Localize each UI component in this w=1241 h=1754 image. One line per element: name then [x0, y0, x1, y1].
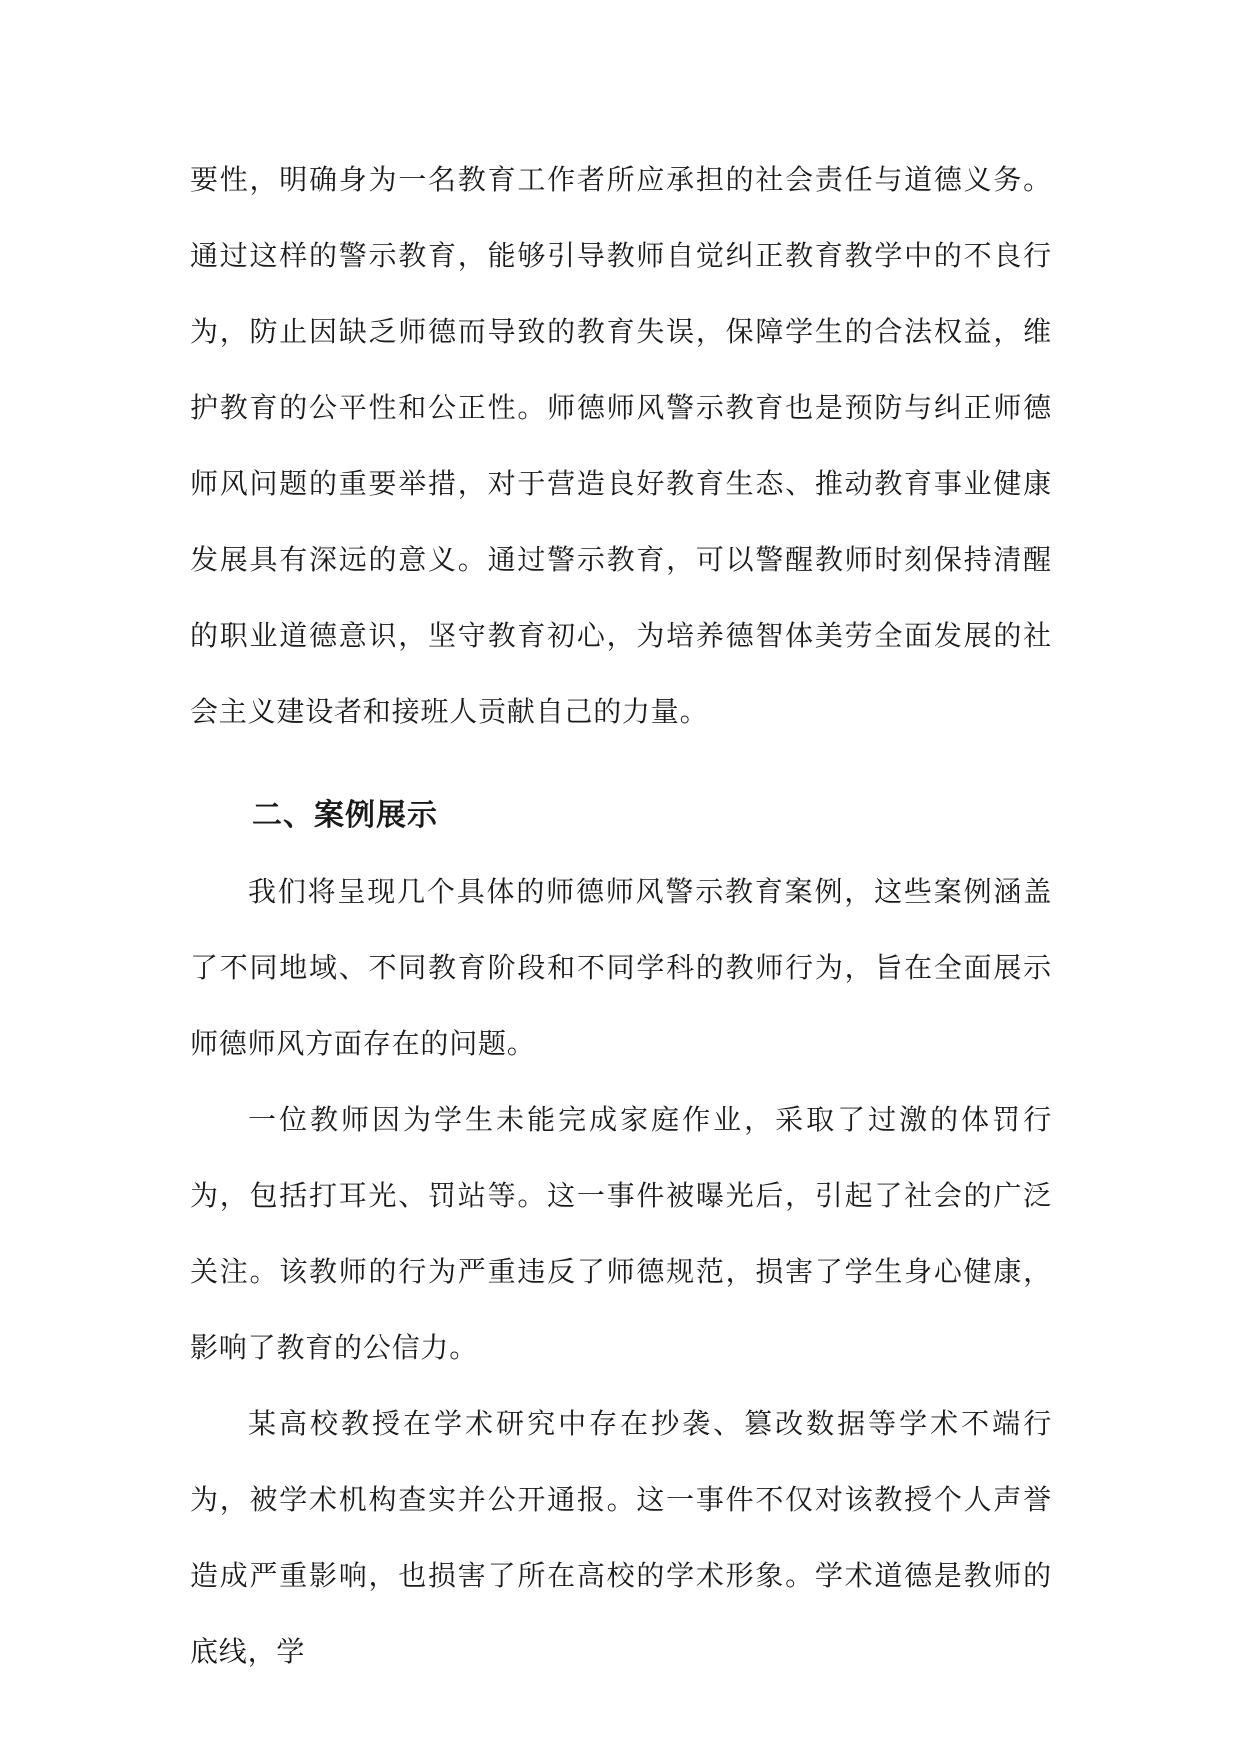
- document-body: [190, 142, 1052, 1690]
- paragraph-case-academic-misconduct: 某高校教授在学术研究中存在抄袭、篡改数据等学术不端行为，被学术机构查实并公开通报。这一事件不仅对该教授个人声誉造成严重影响，也损害了所在高校的学术形象。学术道德是教师的底线，学: [190, 1407, 1052, 1668]
- paragraph-intro-cases: 我们将呈现几个具体的师德师风警示教育案例，这些案例涵盖了不同地域、不同教育阶段和不同学科的教师行为，旨在全面展示师德师风方面存在的问题。: [190, 875, 1052, 1060]
- section-heading: 二、案例展示: [252, 798, 438, 833]
- paragraph-case-corporal-punishment: 一位教师因为学生未能完成家庭作业，采取了过激的体罚行为，包括打耳光、罚站等。这一事件被曝光后，引起了社会的广泛关注。该教师的行为严重违反了师德规范，损害了学生身心健康，影响了教育的公信力。: [190, 1103, 1052, 1364]
- paragraph-continuation: 要性，明确身为一名教育工作者所应承担的社会责任与道德义务。通过这样的警示教育，能够引导教师自觉纠正教育教学中的不良行为，防止因缺乏师德而导致的教育失误，保障学生的合法权益，维护教育的公平性和公正性。师德师风警示教育也是预防与纠正师德师风问题的重要举措，对于营造良好教育生态、推动教育事业健康发展具有深远的意义。通过警示教育，可以警醒教师时刻保持清醒的职业道德意识，坚守教育初心，为培养德智体美劳全面发展的社会主义建设者和接班人贡献自己的力量。: [190, 163, 1052, 728]
